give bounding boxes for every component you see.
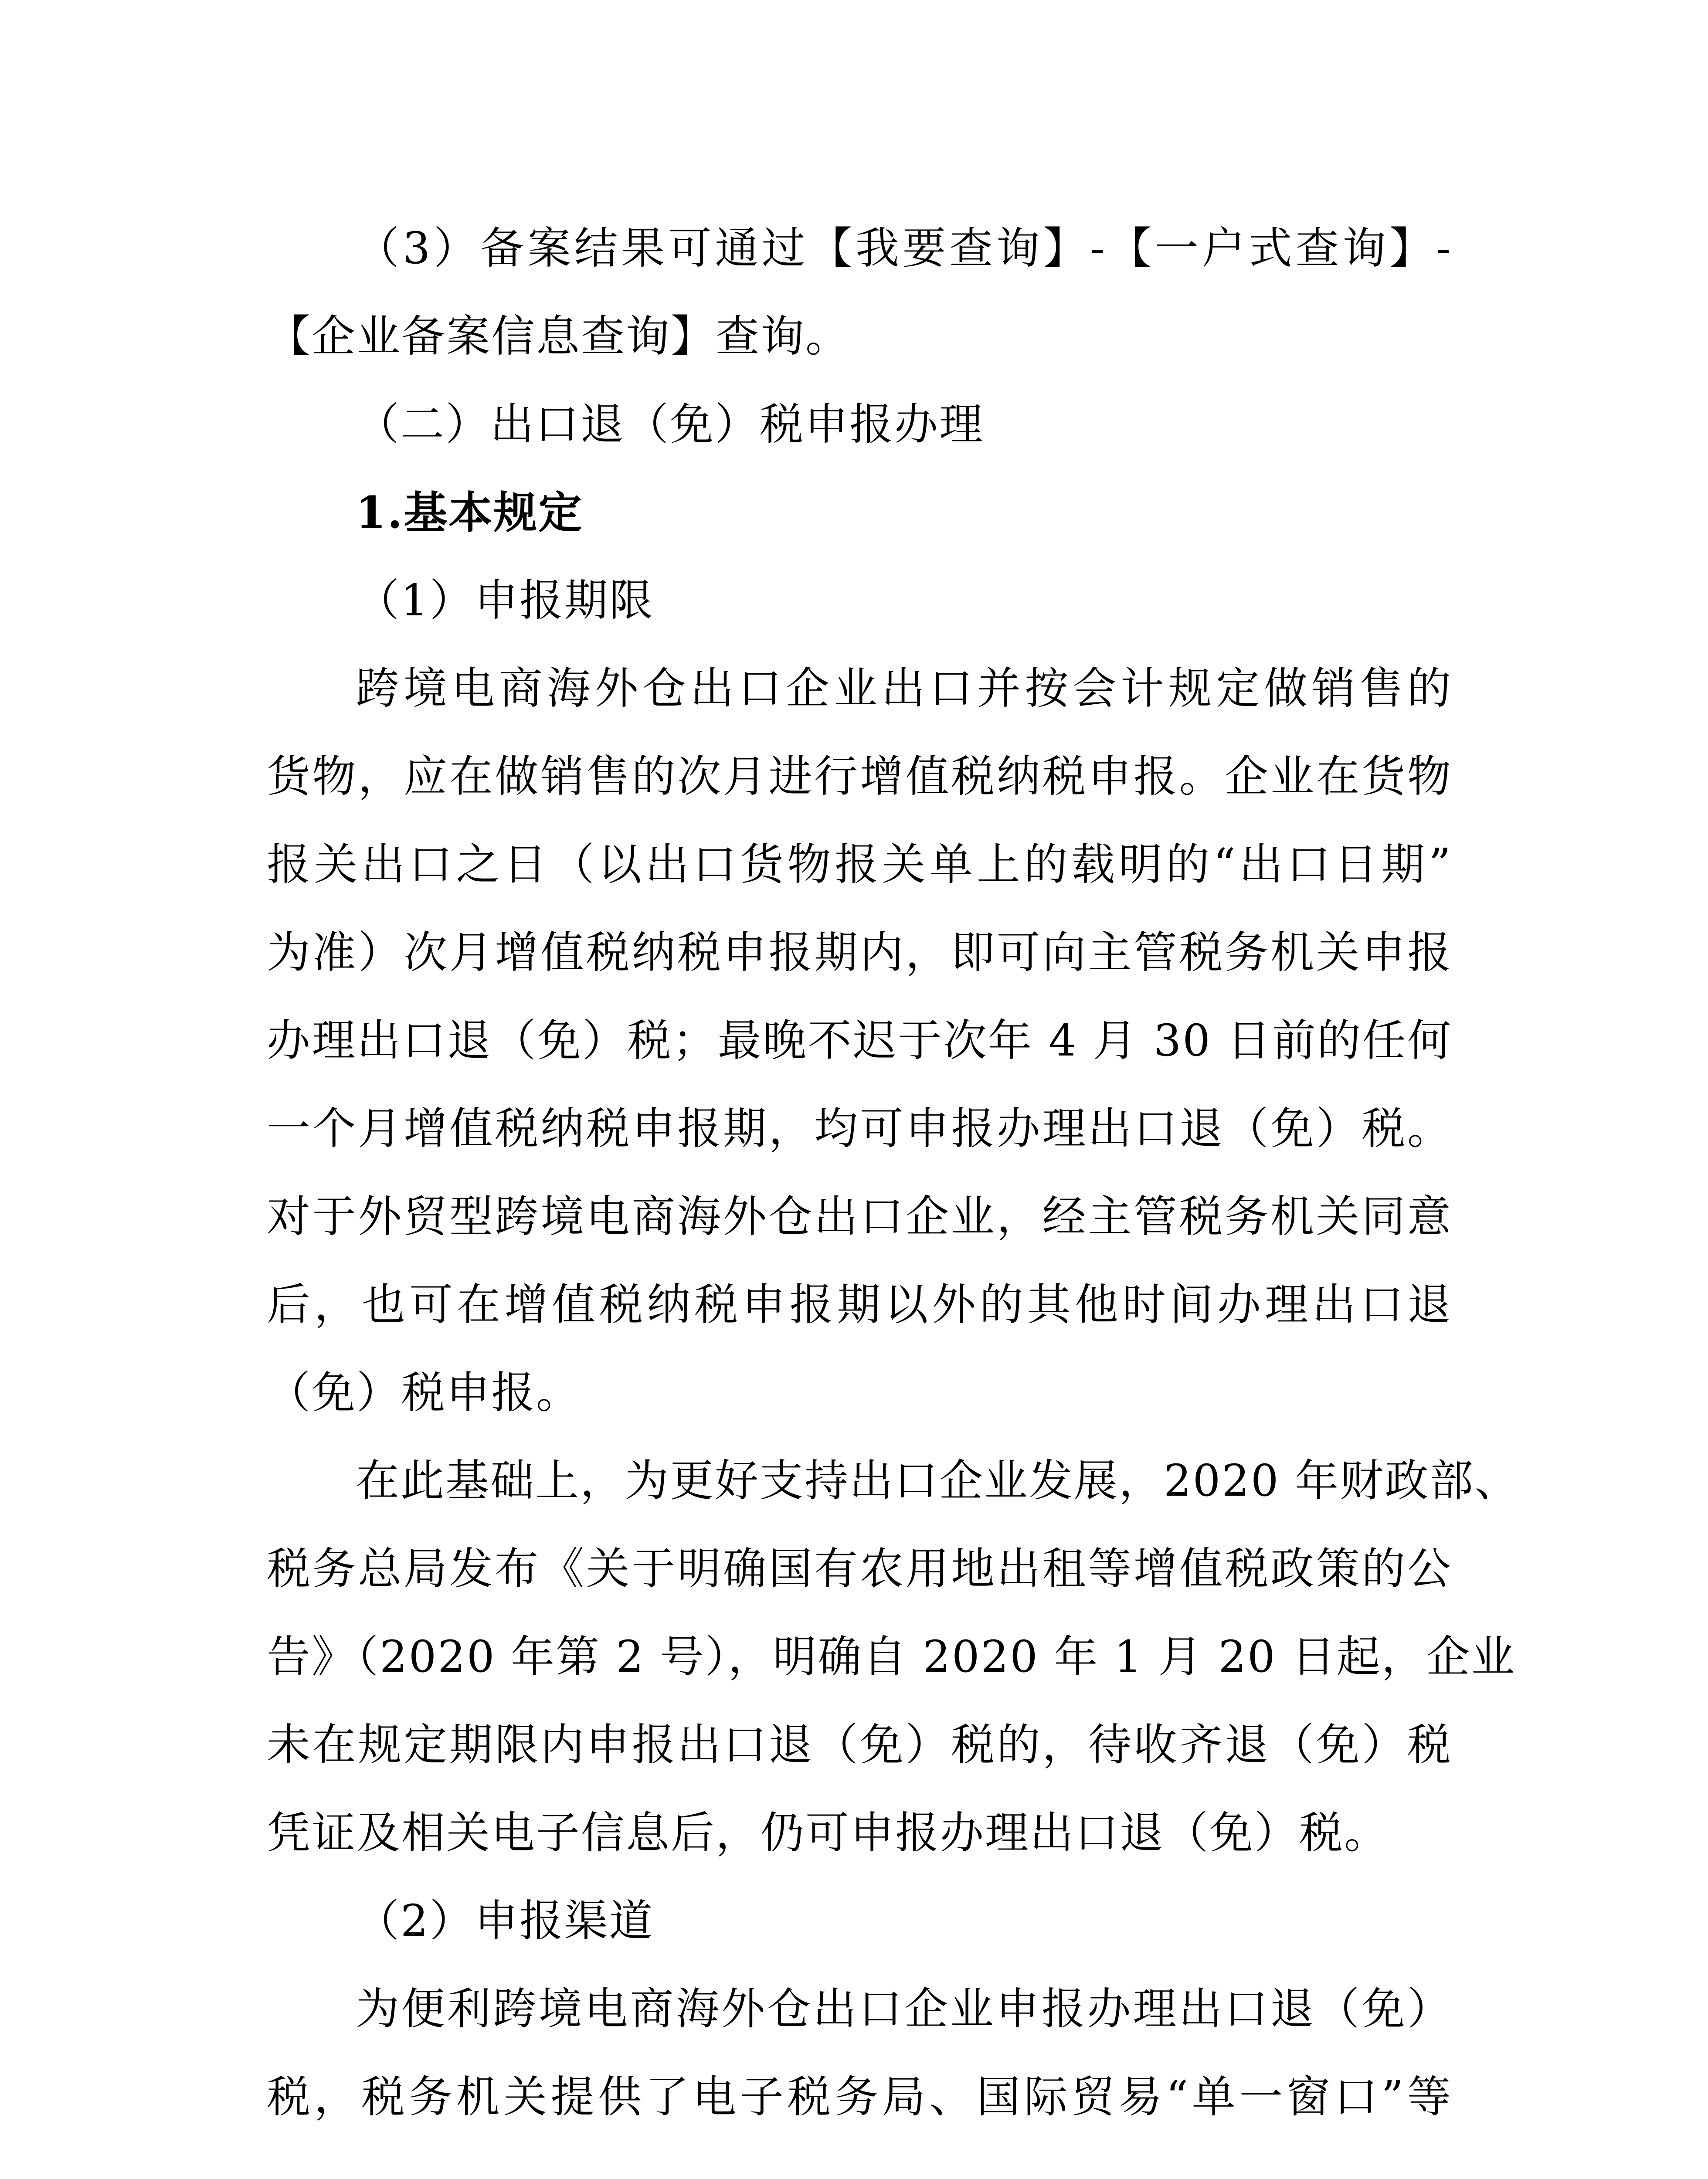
paragraph-line: 为准）次月增值税纳税申报期内，即可向主管税务机关申报 bbox=[267, 927, 1452, 978]
paragraph-line: 为便利跨境电商海外仓出口企业申报办理出口退（免） bbox=[356, 1983, 1452, 2034]
paragraph-line: 在此基础上，为更好支持出口企业发展，2020 年财政部、 bbox=[356, 1455, 1520, 1506]
paragraph-line: （3）备案结果可通过【我要查询】-【一户式查询】- bbox=[356, 223, 1452, 274]
paragraph-line: 报关出口之日（以出口货物报关单上的载明的“出口日期” bbox=[267, 839, 1452, 890]
paragraph-line: 税，税务机关提供了电子税务局、国际贸易“单一窗口”等 bbox=[267, 2071, 1452, 2122]
item-heading: （2）申报渠道 bbox=[356, 1895, 654, 1946]
paragraph-line: 税务总局发布《关于明确国有农用地出租等增值税政策的公 bbox=[267, 1543, 1452, 1594]
paragraph-line: 告》（2020 年第 2 号），明确自 2020 年 1 月 20 日起，企业 bbox=[267, 1631, 1516, 1682]
paragraph-line: 货物，应在做销售的次月进行增值税纳税申报。企业在货物 bbox=[267, 751, 1452, 802]
subsection-heading: 1.基本规定 bbox=[356, 487, 584, 538]
paragraph-line: 办理出口退（免）税；最晚不迟于次年 4 月 30 日前的任何 bbox=[267, 1015, 1452, 1066]
paragraph-line: 一个月增值税纳税申报期，均可申报办理出口退（免）税。 bbox=[267, 1103, 1452, 1154]
section-heading: （二）出口退（免）税申报办理 bbox=[356, 399, 984, 450]
paragraph-line: 未在规定期限内申报出口退（免）税的，待收齐退（免）税 bbox=[267, 1719, 1452, 1770]
paragraph-line: 【企业备案信息查询】查询。 bbox=[267, 311, 850, 362]
item-heading: （1）申报期限 bbox=[356, 575, 654, 626]
paragraph-line: 跨境电商海外仓出口企业出口并按会计规定做销售的 bbox=[356, 663, 1452, 714]
paragraph-line: （免）税申报。 bbox=[267, 1367, 581, 1418]
paragraph-line: 对于外贸型跨境电商海外仓出口企业，经主管税务机关同意 bbox=[267, 1191, 1452, 1242]
paragraph-line: 凭证及相关电子信息后，仍可申报办理出口退（免）税。 bbox=[267, 1807, 1389, 1858]
paragraph-line: 后，也可在增值税纳税申报期以外的其他时间办理出口退 bbox=[267, 1279, 1452, 1330]
